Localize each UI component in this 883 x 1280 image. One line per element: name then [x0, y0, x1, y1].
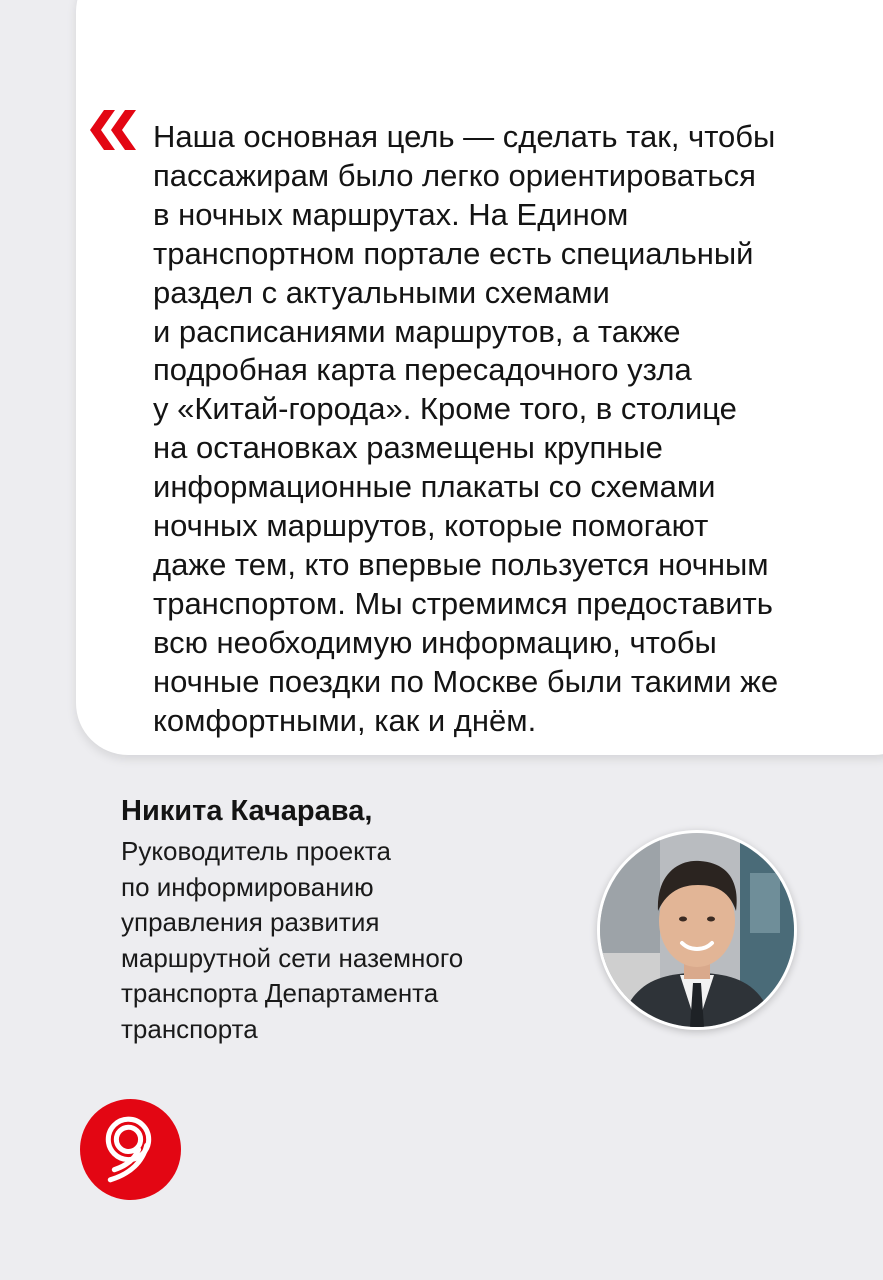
quote-text: Наша основная цель — сделать так, чтобы пассажирам было легко ориентироваться в ночных маршрутах. На Едином транспортном портале есть специальный раздел с актуальными схемами и расписаниями маршрутов, а также подробная карта пересадочного узла у «Китай-города». Кроме того, в столице на остановках размещены крупные информационные плакаты со схемами ночных маршрутов, которые помогают даже тем, кто впервые пользуется ночным транспортом. Мы стремимся предоставить всю необходимую информацию, чтобы ночные поездки по Москве были такими же комфортными, как и днём.	[153, 119, 779, 738]
author-avatar	[597, 830, 797, 1030]
author-role: Руководитель проекта по информированию управления развития маршрутной сети наземного транспорта Департамента транспорта	[121, 836, 464, 1044]
moscow-transport-logo-icon	[80, 1099, 181, 1200]
author-name: Никита Качарава,	[121, 795, 373, 827]
quote-mark-icon	[88, 108, 138, 152]
